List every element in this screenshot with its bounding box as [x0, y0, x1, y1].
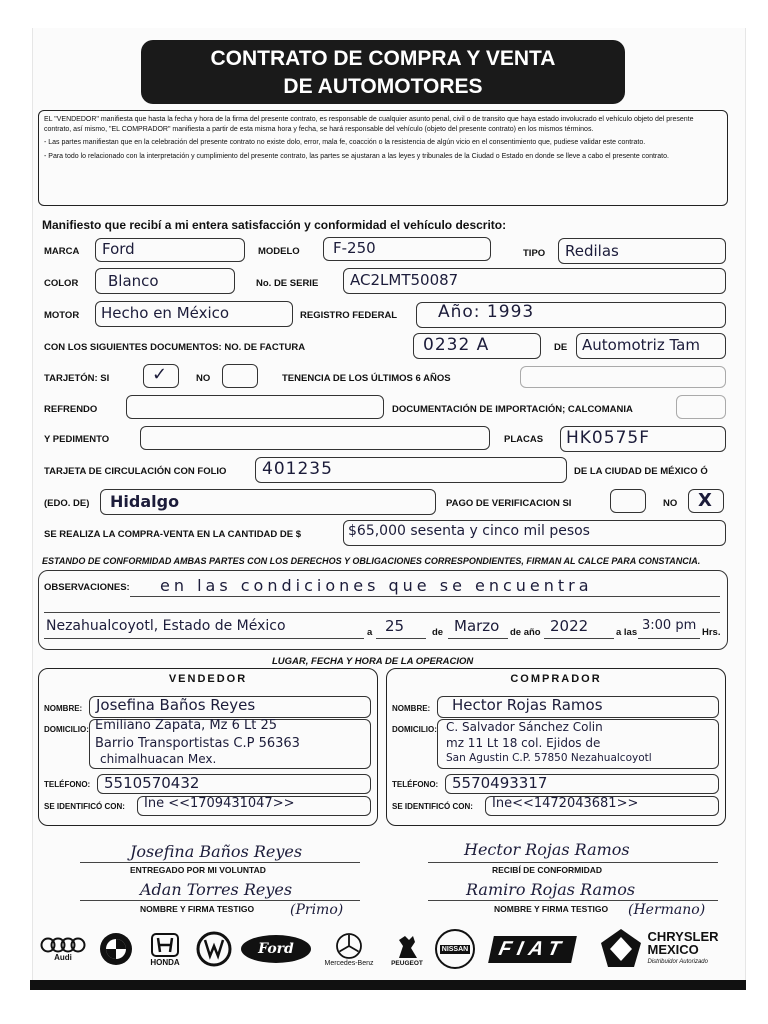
testigo1-label: NOMBRE Y FIRMA TESTIGO — [140, 904, 255, 914]
title-line-1: CONTRATO DE COMPRA Y VENTA — [210, 47, 556, 70]
motor-value: Hecho en México — [101, 304, 230, 322]
ford-logo — [238, 928, 314, 970]
registro-value: Año: 1993 — [438, 302, 535, 322]
color-label: COLOR — [44, 278, 79, 289]
lugar-value[interactable]: Nezahualcoyotl, Estado de México — [46, 618, 286, 634]
folio-value: 401235 — [262, 459, 333, 479]
testigo2-signature-line — [428, 900, 718, 901]
anio-value[interactable]: 2022 — [550, 617, 589, 635]
vendedor-identifico-label: SE IDENTIFICÓ CON: — [44, 802, 125, 811]
tipo-value: Redilas — [565, 242, 619, 260]
comprador-domicilio-3: San Agustin C.P. 57850 Nezahualcoyotl — [446, 752, 652, 764]
factura-value: 0232 A — [423, 335, 490, 355]
vendedor-telefono-value: 5510570432 — [104, 774, 200, 792]
vendedor-nombre-value: Josefina Baños Reyes — [96, 696, 256, 714]
comprador-nombre-value: Hector Rojas Ramos — [452, 696, 603, 714]
nissan-logo — [432, 928, 478, 970]
chrysler-text: CHRYSLER — [647, 928, 719, 944]
tarjeton-no-label: NO — [196, 373, 211, 384]
vendedor-domicilio-3: chimalhuacan Mex. — [100, 752, 217, 766]
tenencia-label: TENENCIA DE LOS ÚLTIMOS 6 AÑOS — [282, 373, 451, 384]
tipo-label: TIPO — [523, 248, 546, 259]
refrendo-label: REFRENDO — [44, 404, 98, 415]
honda-h-icon — [150, 932, 180, 958]
nissan-text: NISSAN — [441, 945, 469, 953]
placas-label: PLACAS — [504, 434, 544, 445]
verificacion-x-mark: X — [698, 490, 712, 511]
testigo1-signature-line — [80, 900, 360, 901]
peugeot-logo — [384, 928, 430, 970]
comprador-identifico-value: Ine<<1472043681>> — [492, 796, 639, 811]
factura-de-value: Automotriz Tam — [582, 336, 700, 354]
serie-value: AC2LMT50087 — [350, 271, 459, 289]
serie-label: No. DE SERIE — [256, 278, 319, 289]
vendedor-nombre-label: NOMBRE: — [44, 704, 83, 713]
vw-logo — [194, 928, 234, 970]
observaciones-value[interactable]: en las condiciones que se encuentra — [160, 576, 593, 595]
documentos-label: CON LOS SIGUIENTES DOCUMENTOS: NO. DE FACTURA — [44, 342, 306, 353]
peugeot-text: PEUGEOT — [391, 959, 423, 967]
bmw-roundel-icon — [99, 932, 133, 966]
comprador-domicilio-2: mz 11 Lt 18 col. Ejidos de — [446, 736, 601, 750]
refrendo-field[interactable] — [126, 395, 384, 419]
tenencia-field[interactable] — [520, 366, 726, 388]
observaciones-line — [130, 596, 720, 597]
anio-line — [544, 638, 614, 639]
audi-rings-icon — [39, 937, 87, 953]
comprador-signature: Hector Rojas Ramos — [464, 840, 630, 859]
hrs-label: Hrs. — [702, 627, 721, 638]
de-anio-label: de año — [510, 627, 541, 638]
vendedor-telefono-label: TELÉFONO: — [44, 780, 91, 789]
ford-oval-icon: Ford — [241, 935, 311, 963]
hora-value[interactable]: 3:00 pm — [642, 618, 697, 633]
comprador-domicilio-label: DOMICILIO: — [392, 725, 437, 734]
registro-label: REGISTRO FEDERAL — [300, 310, 398, 321]
bottom-border — [30, 980, 746, 990]
bmw-logo — [96, 928, 136, 970]
cantidad-value: $65,000 sesenta y cinco mil pesos — [348, 523, 590, 539]
vendedor-domicilio-1: Emiliano Zapata, Mz 6 Lt 25 — [95, 718, 278, 733]
chrysler-mexico-text: MEXICO — [647, 941, 699, 957]
dia-line — [376, 638, 426, 639]
tarjeton-check-mark: ✓ — [152, 364, 168, 385]
edo-label: (EDO. DE) — [44, 498, 90, 509]
legal-clauses — [38, 110, 728, 206]
vendedor-signature-line — [80, 862, 360, 863]
chrysler-pentastar-icon — [599, 927, 643, 971]
cantidad-label: SE REALIZA LA COMPRA-VENTA EN LA CANTIDAD DE $ — [44, 529, 302, 540]
a-las-label: a las — [616, 627, 638, 638]
vendedor-domicilio-label: DOMICILIO: — [44, 725, 89, 734]
de-label: DE — [554, 342, 568, 353]
chrysler-distribuidor-text: Distribuidor Autorizado — [647, 958, 708, 965]
pedimento-field[interactable] — [140, 426, 490, 450]
marca-label: MARCA — [44, 246, 80, 257]
testigo1-signature: Adan Torres Reyes — [140, 880, 293, 899]
testigo2-label: NOMBRE Y FIRMA TESTIGO — [494, 904, 609, 914]
mes-line — [448, 638, 508, 639]
testigo2-relation: (Hermano) — [628, 902, 706, 918]
modelo-value: F-250 — [333, 239, 376, 257]
lugar-fecha-label: LUGAR, FECHA Y HORA DE LA OPERACION — [272, 656, 474, 667]
vendedor-identifico-value: Ine <<1709431047>> — [144, 796, 295, 811]
audi-logo — [38, 928, 88, 970]
modelo-label: MODELO — [258, 246, 300, 257]
a-label: a — [367, 627, 373, 638]
motor-label: MOTOR — [44, 310, 80, 321]
tarjeton-label: TARJETÓN: SI — [44, 373, 110, 384]
color-value: Blanco — [108, 272, 159, 290]
vendedor-signature: Josefina Baños Reyes — [130, 842, 303, 861]
marca-value: Ford — [102, 240, 135, 258]
mercedes-star-icon — [335, 932, 363, 960]
importacion-label: DOCUMENTACIÓN DE IMPORTACIÓN; CALCOMANIA — [392, 404, 633, 415]
entregado-label: ENTREGADO POR MI VOLUNTAD — [130, 865, 266, 875]
importacion-field[interactable] — [676, 395, 726, 419]
ciudad-label: DE LA CIUDAD DE MÉXICO Ó — [574, 466, 708, 477]
verificacion-si-checkbox[interactable] — [610, 489, 646, 513]
observaciones-line-2 — [44, 612, 720, 613]
observaciones-label: OBSERVACIONES: — [44, 582, 130, 593]
chrysler-logo — [586, 928, 732, 970]
recibi-label: RECIBÍ DE CONFORMIDAD — [492, 865, 603, 875]
comprador-domicilio-1: C. Salvador Sánchez Colin — [446, 720, 603, 734]
conformidad-text: ESTANDO DE CONFORMIDAD AMBAS PARTES CON LOS DERECHOS Y OBLIGACIONES CORRESPONDIENTES, FIRMAN AL CALCE PARA CONSTANCIA. — [42, 556, 701, 566]
legal-clause-2: - Las partes manifiestan que en la celebración del presente contrato no existe dolo, error, mala fe, coacción o la resistencia de algún vicio en el consentimiento que, pudiese validar este contrato. — [44, 139, 646, 146]
comprador-identifico-label: SE IDENTIFICÓ CON: — [392, 802, 473, 811]
contract-title — [141, 40, 625, 104]
legal-clause-1: EL "VENDEDOR" manifiesta que hasta la fecha y hora de la firma del presente contrato, es responsable de cualquier asunto penal, civil o de transito que haya estado involucrado el vehículo objeto del presente contrato, así mismo, "EL COMPRADOR" manifiesta a partir de esta misma hora y fecha, se hará responsable del vehículo (objeto del presente contrato) en los mismos términos. — [44, 116, 694, 133]
testigo1-relation: (Primo) — [290, 902, 344, 918]
tarjeton-no-checkbox[interactable] — [222, 364, 258, 388]
estado-value: Hidalgo — [110, 492, 180, 511]
manifiesto-text: Manifiesto que recibí a mi entera satisfacción y conformidad el vehículo descrito: — [42, 218, 507, 232]
vendedor-domicilio-2: Barrio Transportistas C.P 56363 — [95, 736, 300, 751]
fiat-wordmark: FIAT — [488, 936, 577, 963]
placas-value: HK0575F — [566, 428, 650, 448]
title-line-2: DE AUTOMOTORES — [283, 75, 483, 98]
vendedor-title: VENDEDOR — [168, 673, 248, 685]
audi-text: Audi — [54, 952, 72, 962]
de-mes-label: de — [432, 627, 444, 638]
comprador-signature-line — [428, 862, 718, 863]
mercedes-text: Mercedes-Benz — [324, 959, 374, 967]
verificacion-no-label: NO — [663, 498, 678, 509]
nissan-ring-icon — [435, 929, 475, 969]
tarjeta-label: TARJETA DE CIRCULACIÓN CON FOLIO — [44, 466, 227, 477]
mes-value[interactable]: Marzo — [454, 617, 500, 635]
mercedes-logo — [316, 928, 382, 970]
legal-clause-3: - Para todo lo relacionado con la interpretación y cumplimiento del presente contrato, las partes se ajustaran a las leyes y tribunales de la Ciudad o Estado en donde se lleve a cabo el presente contrato. — [44, 152, 669, 160]
peugeot-lion-icon — [393, 932, 421, 960]
vw-icon — [196, 931, 232, 967]
fiat-logo — [484, 928, 580, 970]
comprador-nombre-label: NOMBRE: — [392, 704, 431, 713]
testigo2-signature: Ramiro Rojas Ramos — [466, 880, 636, 899]
honda-text: HONDA — [150, 957, 180, 967]
honda-logo — [140, 928, 190, 970]
hora-line — [638, 638, 700, 639]
verificacion-label: PAGO DE VERIFICACION SI — [446, 498, 572, 509]
comprador-telefono-label: TELÉFONO: — [392, 780, 439, 789]
comprador-title: COMPRADOR — [510, 673, 602, 685]
comprador-telefono-value: 5570493317 — [452, 774, 548, 792]
lugar-line — [44, 638, 364, 639]
pedimento-label: Y PEDIMENTO — [44, 434, 110, 445]
dia-value[interactable]: 25 — [385, 617, 405, 635]
